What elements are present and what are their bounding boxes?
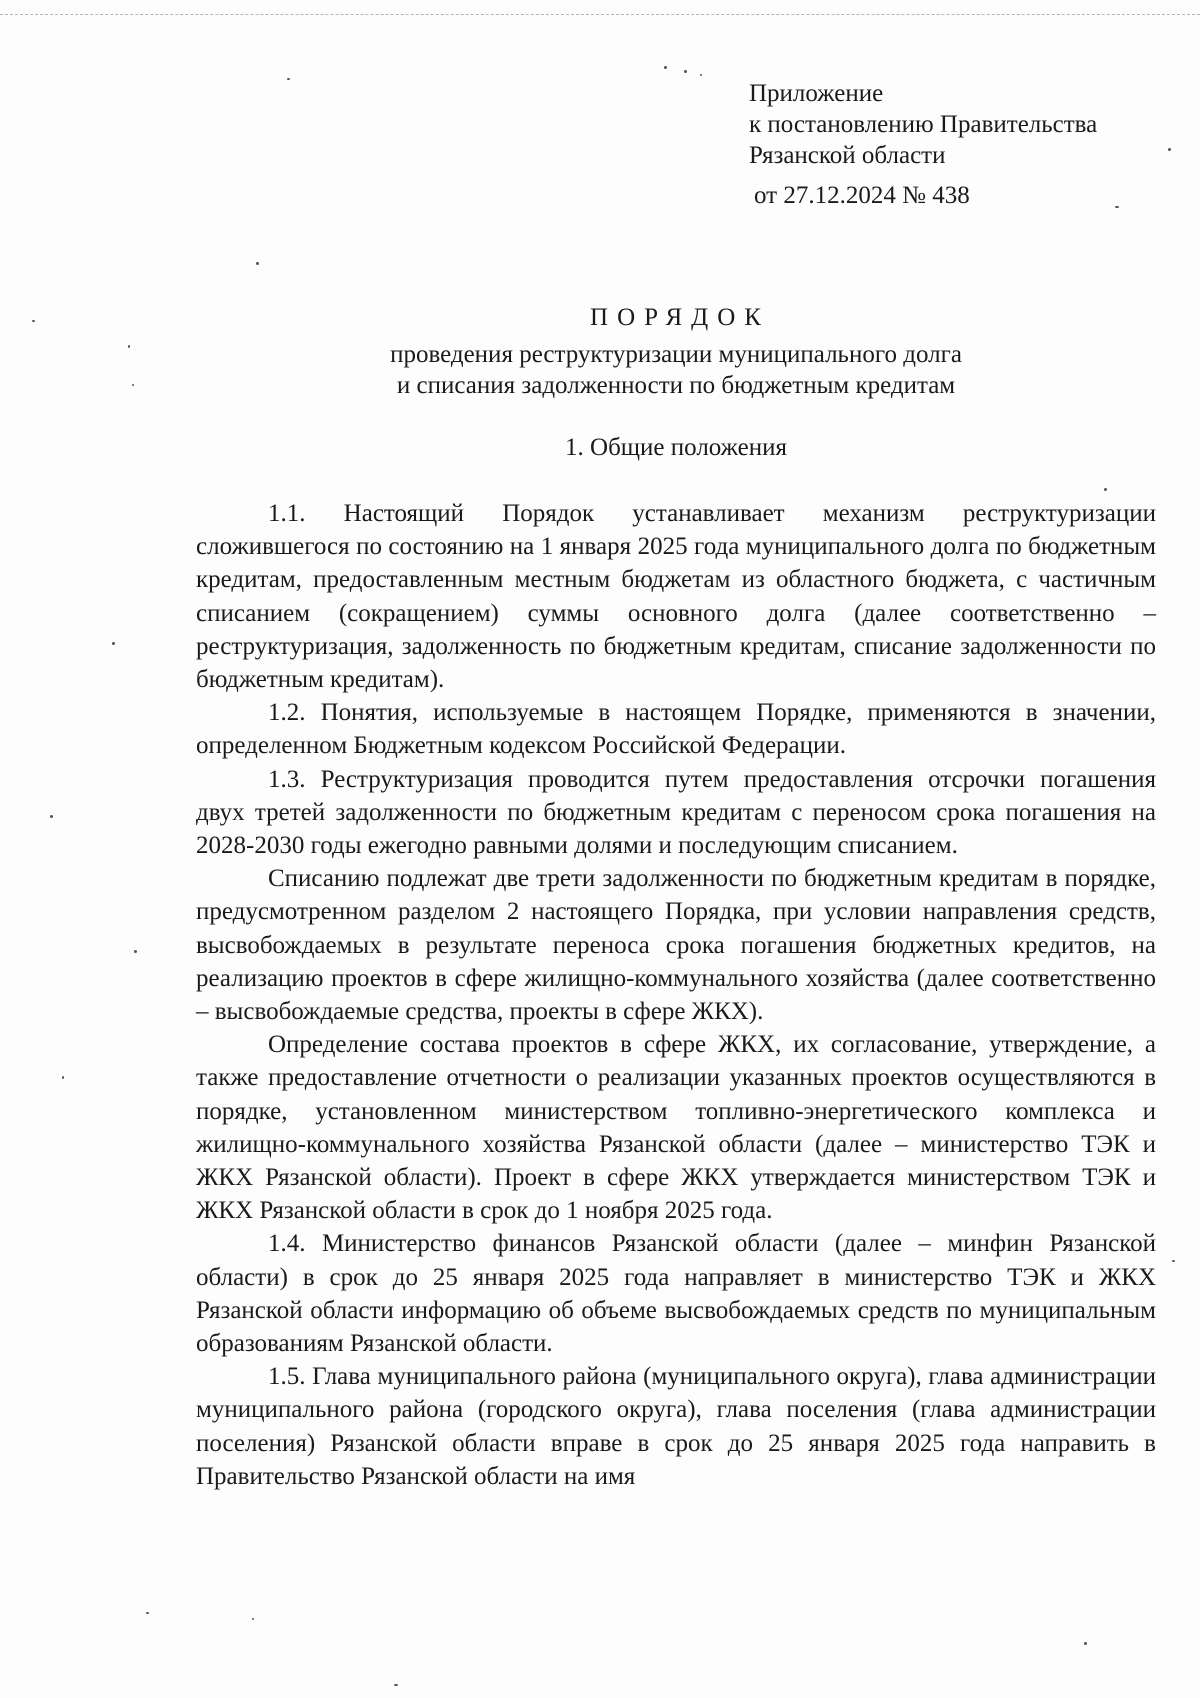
scan-speck: [62, 1076, 64, 1079]
scan-speck: [256, 262, 259, 265]
scan-speck: [684, 70, 687, 73]
scan-speck: [394, 1684, 398, 1686]
scan-edge-line: [0, 14, 1200, 15]
scan-speck: [134, 950, 137, 953]
paragraph-1-5: 1.5. Глава муниципального района (муниципального округа), глава администрации муниципального района (городского округа), глава поселения (глава администрации поселения) Рязанской области вправе в срок до 25 января 2025 года направить в Правительство Рязанской области на имя: [196, 1363, 1156, 1490]
scan-speck: [1084, 1642, 1087, 1645]
scan-speck: [128, 345, 130, 348]
paragraph-projects: Определение состава проектов в сфере ЖКХ, их согласование, утверждение, а также предоставление отчетности о реализации указанных проектов осуществляются в порядке, установленном министерством топливно-энергетического комплекса и жилищно-коммунального хозяйства Рязанской области (далее – министерство ТЭК и ЖКХ Рязанской области). Проект в сфере ЖКХ утверждается министерством ТЭК и ЖКХ Рязанской области в срок до 1 ноября 2025 года.: [196, 1031, 1156, 1225]
attachment-label: Приложение: [749, 80, 884, 107]
attachment-region: Рязанской области: [749, 142, 946, 169]
scan-speck: [700, 74, 702, 76]
document-subtitle-line-1: проведения реструктуризации муниципального долга: [390, 341, 962, 368]
paragraph-write-off: Списанию подлежат две трети задолженности по бюджетным кредитам в порядке, предусмотренном разделом 2 настоящего Порядка, при условии направления средств, высвобождаемых в результате переноса срока погашения бюджетных кредитов, на реализацию проектов в сфере жилищно-коммунального хозяйства (далее соответственно – высвобождаемые средства, проекты в сфере ЖКХ).: [196, 865, 1156, 1026]
scan-speck: [132, 384, 134, 386]
scan-speck: [112, 642, 115, 645]
paragraph-1-3: 1.3. Реструктуризация проводится путем предоставления отсрочки погашения двух третей задолженности по бюджетным кредитам с переносом срока погашения на 2028-2030 годы ежегодно равными долями и последующим списанием.: [196, 765, 1156, 860]
paragraph-1-1: 1.1. Настоящий Порядок устанавливает механизм реструктуризации сложившегося по состоянию на 1 января 2025 года муниципального долга по бюджетным кредитам, предоставленным местным бюджетам из областного бюджета, с частичным списанием (сокращением) суммы основного долга (далее соответственно – реструктуризация, задолженность по бюджетным кредитам, списание задолженности по бюджетным кредитам).: [196, 500, 1156, 694]
document-subtitle-line-2: и списания задолженности по бюджетным кредитам: [396, 372, 956, 399]
scan-speck: [1172, 1260, 1175, 1262]
attachment-block: [749, 78, 1169, 211]
scan-speck: [287, 78, 290, 80]
attachment-date-number: от 27.12.2024 № 438: [754, 182, 970, 209]
attachment-resolution-ref: к постановлению Правительства: [749, 111, 1098, 138]
scan-speck: [1104, 488, 1107, 491]
document-title: ПОРЯДОК: [590, 304, 770, 331]
scan-speck: [50, 815, 53, 818]
scan-speck: [664, 66, 667, 69]
body-text: [196, 497, 1156, 1493]
scan-speck: [252, 1618, 254, 1620]
paragraph-1-4: 1.4. Министерство финансов Рязанской области (далее – минфин Рязанской области) в срок до 25 января 2025 года направляет в министерство ТЭК и ЖКХ Рязанской области информацию об объеме высвобождаемых средств по муниципальным образованиям Рязанской области.: [196, 1230, 1156, 1358]
scan-speck: [32, 320, 35, 322]
scan-speck: [146, 1612, 149, 1614]
paragraph-1-2: 1.2. Понятия, используемые в настоящем Порядке, применяются в значении, определенном Бюджетным кодексом Российской Федерации.: [196, 699, 1156, 760]
title-block: [196, 302, 1156, 401]
section-heading: 1. Общие положения: [565, 434, 787, 461]
